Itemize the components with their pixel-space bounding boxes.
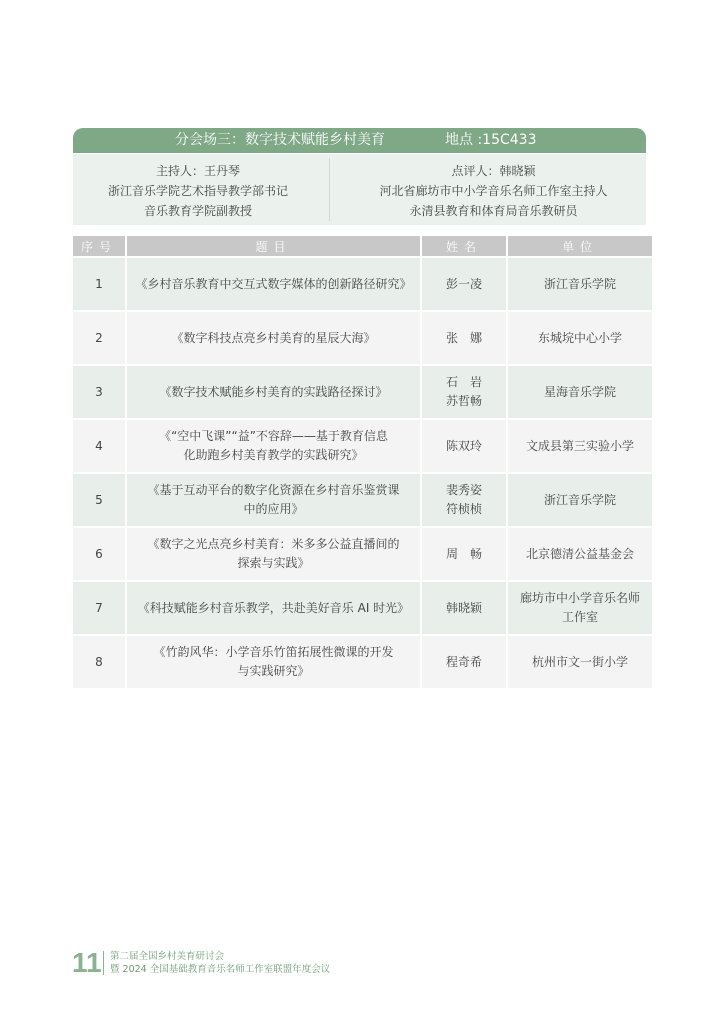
header-name: 姓名 <box>422 236 506 256</box>
reviewer-title-1: 河北省廊坊市中小学音乐名师工作室主持人 <box>379 184 608 198</box>
footer-divider <box>103 951 104 975</box>
row-number: 5 <box>73 474 125 526</box>
row-title <box>127 420 420 472</box>
row-names <box>422 420 506 472</box>
unit-line: 东城垸中心小学 <box>537 330 622 345</box>
table-row <box>73 366 652 418</box>
row-number: 6 <box>73 528 125 580</box>
header-unit: 单位 <box>508 236 652 256</box>
row-unit <box>508 582 652 634</box>
unit-line: 星海音乐学院 <box>543 384 616 399</box>
title-line: 《乡村音乐教育中交互式数字媒体的创新路径研究》 <box>135 276 412 291</box>
row-number: 3 <box>73 366 125 418</box>
session-title: 分会场三：数字技术赋能乡村美育 <box>175 132 385 148</box>
presentation-table <box>71 234 654 690</box>
row-unit <box>508 258 652 310</box>
row-title <box>127 528 420 580</box>
title-line: 探索与实践》 <box>237 556 310 570</box>
header-number: 序号 <box>73 236 125 256</box>
table-row <box>73 528 652 580</box>
row-title <box>127 474 420 526</box>
host-info <box>73 161 323 221</box>
row-number: 4 <box>73 420 125 472</box>
unit-line: 廊坊市中小学音乐名师 <box>519 591 640 605</box>
presenter-name: 石 岩 <box>445 375 482 389</box>
table-row <box>73 258 652 310</box>
presenter-name: 裴秀姿 <box>445 483 482 497</box>
page-number: 11 <box>72 947 102 978</box>
title-line: 《竹韵风华：小学音乐竹笛拓展性微课的开发 <box>153 645 394 659</box>
row-unit <box>508 474 652 526</box>
row-title <box>127 312 420 364</box>
title-line: 《数字技术赋能乡村美育的实践路径探讨》 <box>159 384 388 399</box>
table-row <box>73 582 652 634</box>
session-banner <box>73 128 646 153</box>
table-row <box>73 474 652 526</box>
row-names <box>422 258 506 310</box>
row-unit <box>508 528 652 580</box>
presenter-name: 程奇希 <box>445 654 482 669</box>
title-line: 《基于互动平台的数字化资源在乡村音乐鉴赏课 <box>147 483 400 497</box>
row-unit <box>508 636 652 688</box>
row-names <box>422 474 506 526</box>
table-row <box>73 420 652 472</box>
session-location: 地点 :15C433 <box>445 132 537 148</box>
title-line: 化助跑乡村美育教学的实践研究》 <box>183 448 364 462</box>
row-number: 2 <box>73 312 125 364</box>
row-names <box>422 636 506 688</box>
reviewer-title-2: 永清县教育和体育局音乐教研员 <box>409 204 578 218</box>
footer-line-1: 第二届全国乡村美育研讨会 <box>110 951 225 962</box>
table-header-row <box>73 236 652 256</box>
reviewer-name: 点评人：韩晓颖 <box>451 164 536 178</box>
row-title <box>127 258 420 310</box>
row-names <box>422 528 506 580</box>
host-title-2: 音乐教育学院副教授 <box>143 204 252 218</box>
header-title: 题目 <box>127 236 420 256</box>
host-name: 主持人：王丹琴 <box>155 164 240 178</box>
row-number: 8 <box>73 636 125 688</box>
host-title-1: 浙江音乐学院艺术指导教学部书记 <box>107 184 288 198</box>
row-title <box>127 582 420 634</box>
presenter-name: 周 畅 <box>445 546 482 561</box>
row-title <box>127 636 420 688</box>
row-number: 7 <box>73 582 125 634</box>
presenter-name: 彭一凌 <box>445 276 482 291</box>
row-number: 1 <box>73 258 125 310</box>
table-row <box>73 636 652 688</box>
table-row <box>73 312 652 364</box>
title-line: 《数字科技点亮乡村美育的星辰大海》 <box>171 330 376 345</box>
title-line: 《“空中飞课”“益”不容辞——基于教育信息 <box>159 429 388 443</box>
row-names <box>422 366 506 418</box>
title-line: 中的应用》 <box>243 502 304 516</box>
title-line: 与实践研究》 <box>237 664 310 678</box>
unit-line: 浙江音乐学院 <box>543 276 616 291</box>
unit-line: 北京德清公益基金会 <box>525 546 634 561</box>
presenter-name: 符桢桢 <box>445 502 482 516</box>
host-panel <box>73 154 646 225</box>
row-names <box>422 312 506 364</box>
title-line: 《数字之光点亮乡村美育：米多多公益直播间的 <box>147 537 400 551</box>
presenter-name: 韩晓颖 <box>445 600 482 615</box>
row-names <box>422 582 506 634</box>
host-divider <box>329 158 330 221</box>
presenter-name: 陈双玲 <box>445 438 482 453</box>
footer-text <box>110 950 330 976</box>
row-unit <box>508 312 652 364</box>
unit-line: 工作室 <box>561 610 598 624</box>
reviewer-info <box>341 161 646 221</box>
title-line: 《科技赋能乡村音乐教学，共赴美好音乐 AI 时光》 <box>137 600 410 615</box>
row-title <box>127 366 420 418</box>
presenter-name: 张 娜 <box>445 330 482 345</box>
unit-line: 文成县第三实验小学 <box>525 438 634 453</box>
footer-line-2: 暨 2024 全国基础教育音乐名师工作室联盟年度会议 <box>110 964 331 975</box>
row-unit <box>508 366 652 418</box>
row-unit <box>508 420 652 472</box>
unit-line: 浙江音乐学院 <box>543 492 616 507</box>
unit-line: 杭州市文一街小学 <box>531 654 628 669</box>
presenter-name: 苏哲畅 <box>445 394 482 408</box>
